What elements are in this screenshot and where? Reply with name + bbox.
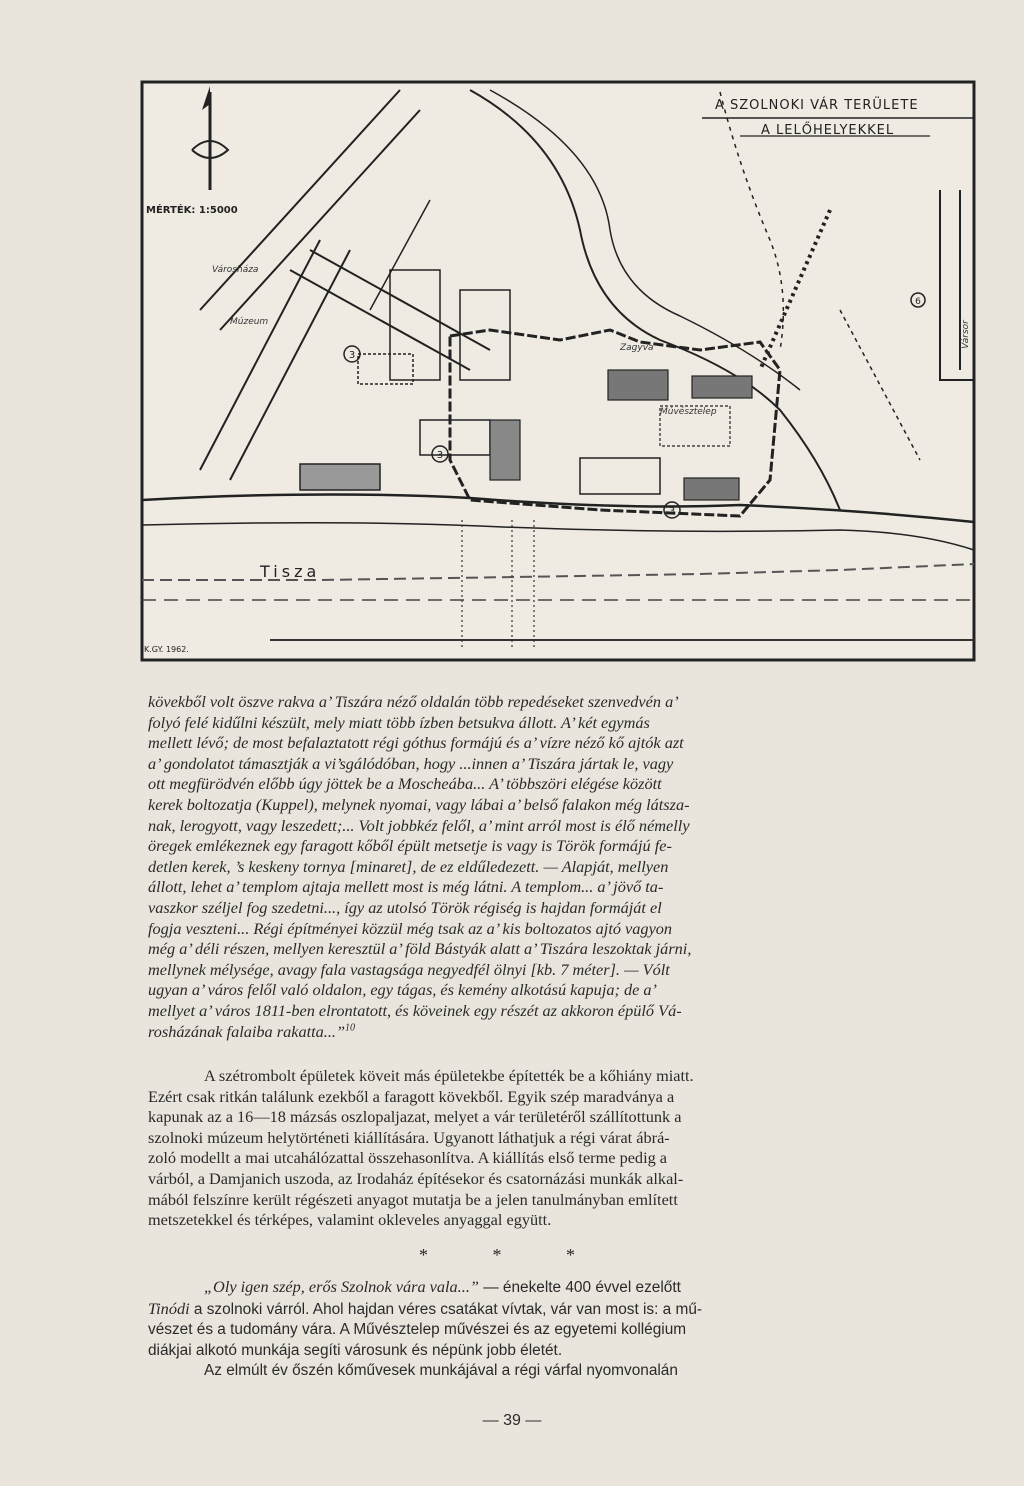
body-paragraph: [148, 1066, 980, 1231]
body-line: [148, 1299, 980, 1321]
quote-line: rosházának falaiba rakatta...”: [148, 1021, 346, 1041]
body-line: Ezért csak ritkán találunk ezekből a faragott kövekből. Egyik szép maradványa a: [148, 1086, 675, 1106]
svg-text:3: 3: [668, 506, 676, 517]
map-signature: K.GY. 1962.: [144, 645, 189, 654]
map-place-label: Múvésztelep: [660, 407, 717, 417]
svg-text:3: 3: [348, 350, 356, 361]
quote-line: ugyan a’ város felől való oldalon, egy tágas, és kemény alkotású kapuja; de a’: [148, 980, 657, 1000]
body-line: A szétrombolt épületek köveit más épületekbe építették be a kőhiány miatt.: [204, 1066, 694, 1085]
body-line: metszetekkel és térképes, valamint okleveles anyaggal együtt.: [148, 1210, 552, 1230]
body-line: várból, a Damjanich uszoda, az Irodaház építésekor és csatornázási munkák alkal-: [148, 1168, 684, 1188]
quoted-text: [148, 692, 980, 1042]
tinodi-quote: „Oly igen szép, erős Szolnok vára vala...”: [204, 1277, 479, 1296]
map-place-label: Múzeum: [230, 317, 269, 327]
quote-line: kövekből volt öszve rakva a’ Tiszára néző oldalán több repedéseket szenvedvén a’: [148, 692, 679, 711]
svg-text:6: 6: [915, 297, 921, 307]
body-line: szolnoki múzeum helytörténeti kiállítására. Ugyanott láthatjuk a régi várat ábrá-: [148, 1127, 670, 1147]
quote-line: állott, lehet a’ templom ajtaja mellett most is még látni. A templom... a’ jövő ta-: [148, 877, 664, 897]
quote-line: mellett lévő; de most befalaztatott régi góthus formájú és a’ vízre néző kő ajtók azt: [148, 733, 684, 753]
body-line: mából felszínre került régészeti anyagot mutatja be a jelen tanulmányban említett: [148, 1189, 678, 1209]
body-line: kapunak az a 16—18 mázsás oszlopaljazat, melyet a vár területéről szállítottunk a: [148, 1107, 682, 1127]
quote-line: mellynek mélysége, avagy fala vastagsága negyedfél ölnyi [kb. 7 méter]. — Vólt: [148, 959, 670, 979]
map-legend-subtitle: A LELŐHELYEKKEL: [761, 123, 895, 138]
map-scale: MÉRTÉK: 1:5000: [146, 205, 238, 216]
quote-line: ott megfürödvén előbb úgy jöttek be a Moscheába... A’ többszöri elégése között: [148, 774, 662, 794]
quote-line: fogja veszteni... Régi építményei közzül még tsak az a’ kis boltozatos ajtó vagyon: [148, 918, 673, 938]
page-number: — 39 —: [482, 1412, 542, 1429]
quote-line: mellyet a’ város 1811-ben elrontatott, és köveinek egy részét az akkoron épülő Vá-: [148, 1000, 682, 1020]
author-name: Tinódi: [148, 1298, 190, 1318]
map-legend-title: A SZOLNOKI VÁR TERÜLETE: [715, 98, 919, 113]
map-place-label: Városháza: [212, 265, 259, 275]
body-line: [148, 1277, 980, 1299]
svg-text:3: 3: [436, 450, 444, 461]
section-separator: * * *: [419, 1245, 605, 1265]
map-place-label: Vársor: [960, 320, 971, 349]
quote-line: kerek boltozatja (Kuppel), melynek nyomai, vagy lábai a’ belső falakon még látsza-: [148, 794, 690, 814]
castle-map: [140, 80, 976, 662]
quote-line: detlen kerek, ’s keskeny tornya [minaret], de ez eldűledezett. — Alapját, mellyen: [148, 856, 669, 876]
quote-line: még a’ déli részen, mellyen keresztül a’ föld Bástyák alatt a’ Tiszára leszoktak járni,: [148, 939, 692, 959]
body-line: vészet és a tudomány vára. A Művésztelep művészei és az egyetemi kollégium: [148, 1321, 687, 1339]
quote-line: a’ gondolatot támasztják a vi’sgálódóban, hogy ...innen a’ Tiszára jártak le, vagy: [148, 753, 674, 773]
quote-line: vaszkor széljel fog szedetni..., így az utolsó Török régiség is hajdan formáját el: [148, 897, 662, 917]
body-line: Az elmúlt év őszén kőművesek munkájával a régi várfal nyomvonalán: [204, 1362, 678, 1380]
map-river-label: Tisza: [260, 562, 321, 581]
quote-line: öregek emlékeznek egy faragott kőből épült metsetje is vagy is Török formájú fe-: [148, 836, 672, 856]
body-line: zoló modellt a mai utcahálózattal összehasonlítva. A kiállítás első terme pedig a: [148, 1148, 668, 1168]
footnote-marker: 10: [345, 1022, 356, 1034]
quote-last-line: [148, 1022, 980, 1043]
body-paragraph-2: [148, 1277, 980, 1382]
body-text: a szolnoki várról. Ahol hajdan véres csatákat vívtak, vár van most is: a mű-: [189, 1300, 703, 1318]
quote-line: nak, lerogyott, vagy leszedett;... Volt jobbkéz felől, a’ mint arról most is élő némelly: [148, 815, 690, 835]
map-place-label: Zagyva: [620, 343, 654, 353]
body-text: — énekelte 400 évvel ezelőtt: [478, 1279, 681, 1296]
quote-line: folyó felé kidűlni készült, mely miatt több ízben betsukva állott. A’ két egymás: [148, 712, 650, 732]
body-line: diákjai alkotó munkája segíti városunk és népünk jobb életét.: [148, 1341, 563, 1359]
